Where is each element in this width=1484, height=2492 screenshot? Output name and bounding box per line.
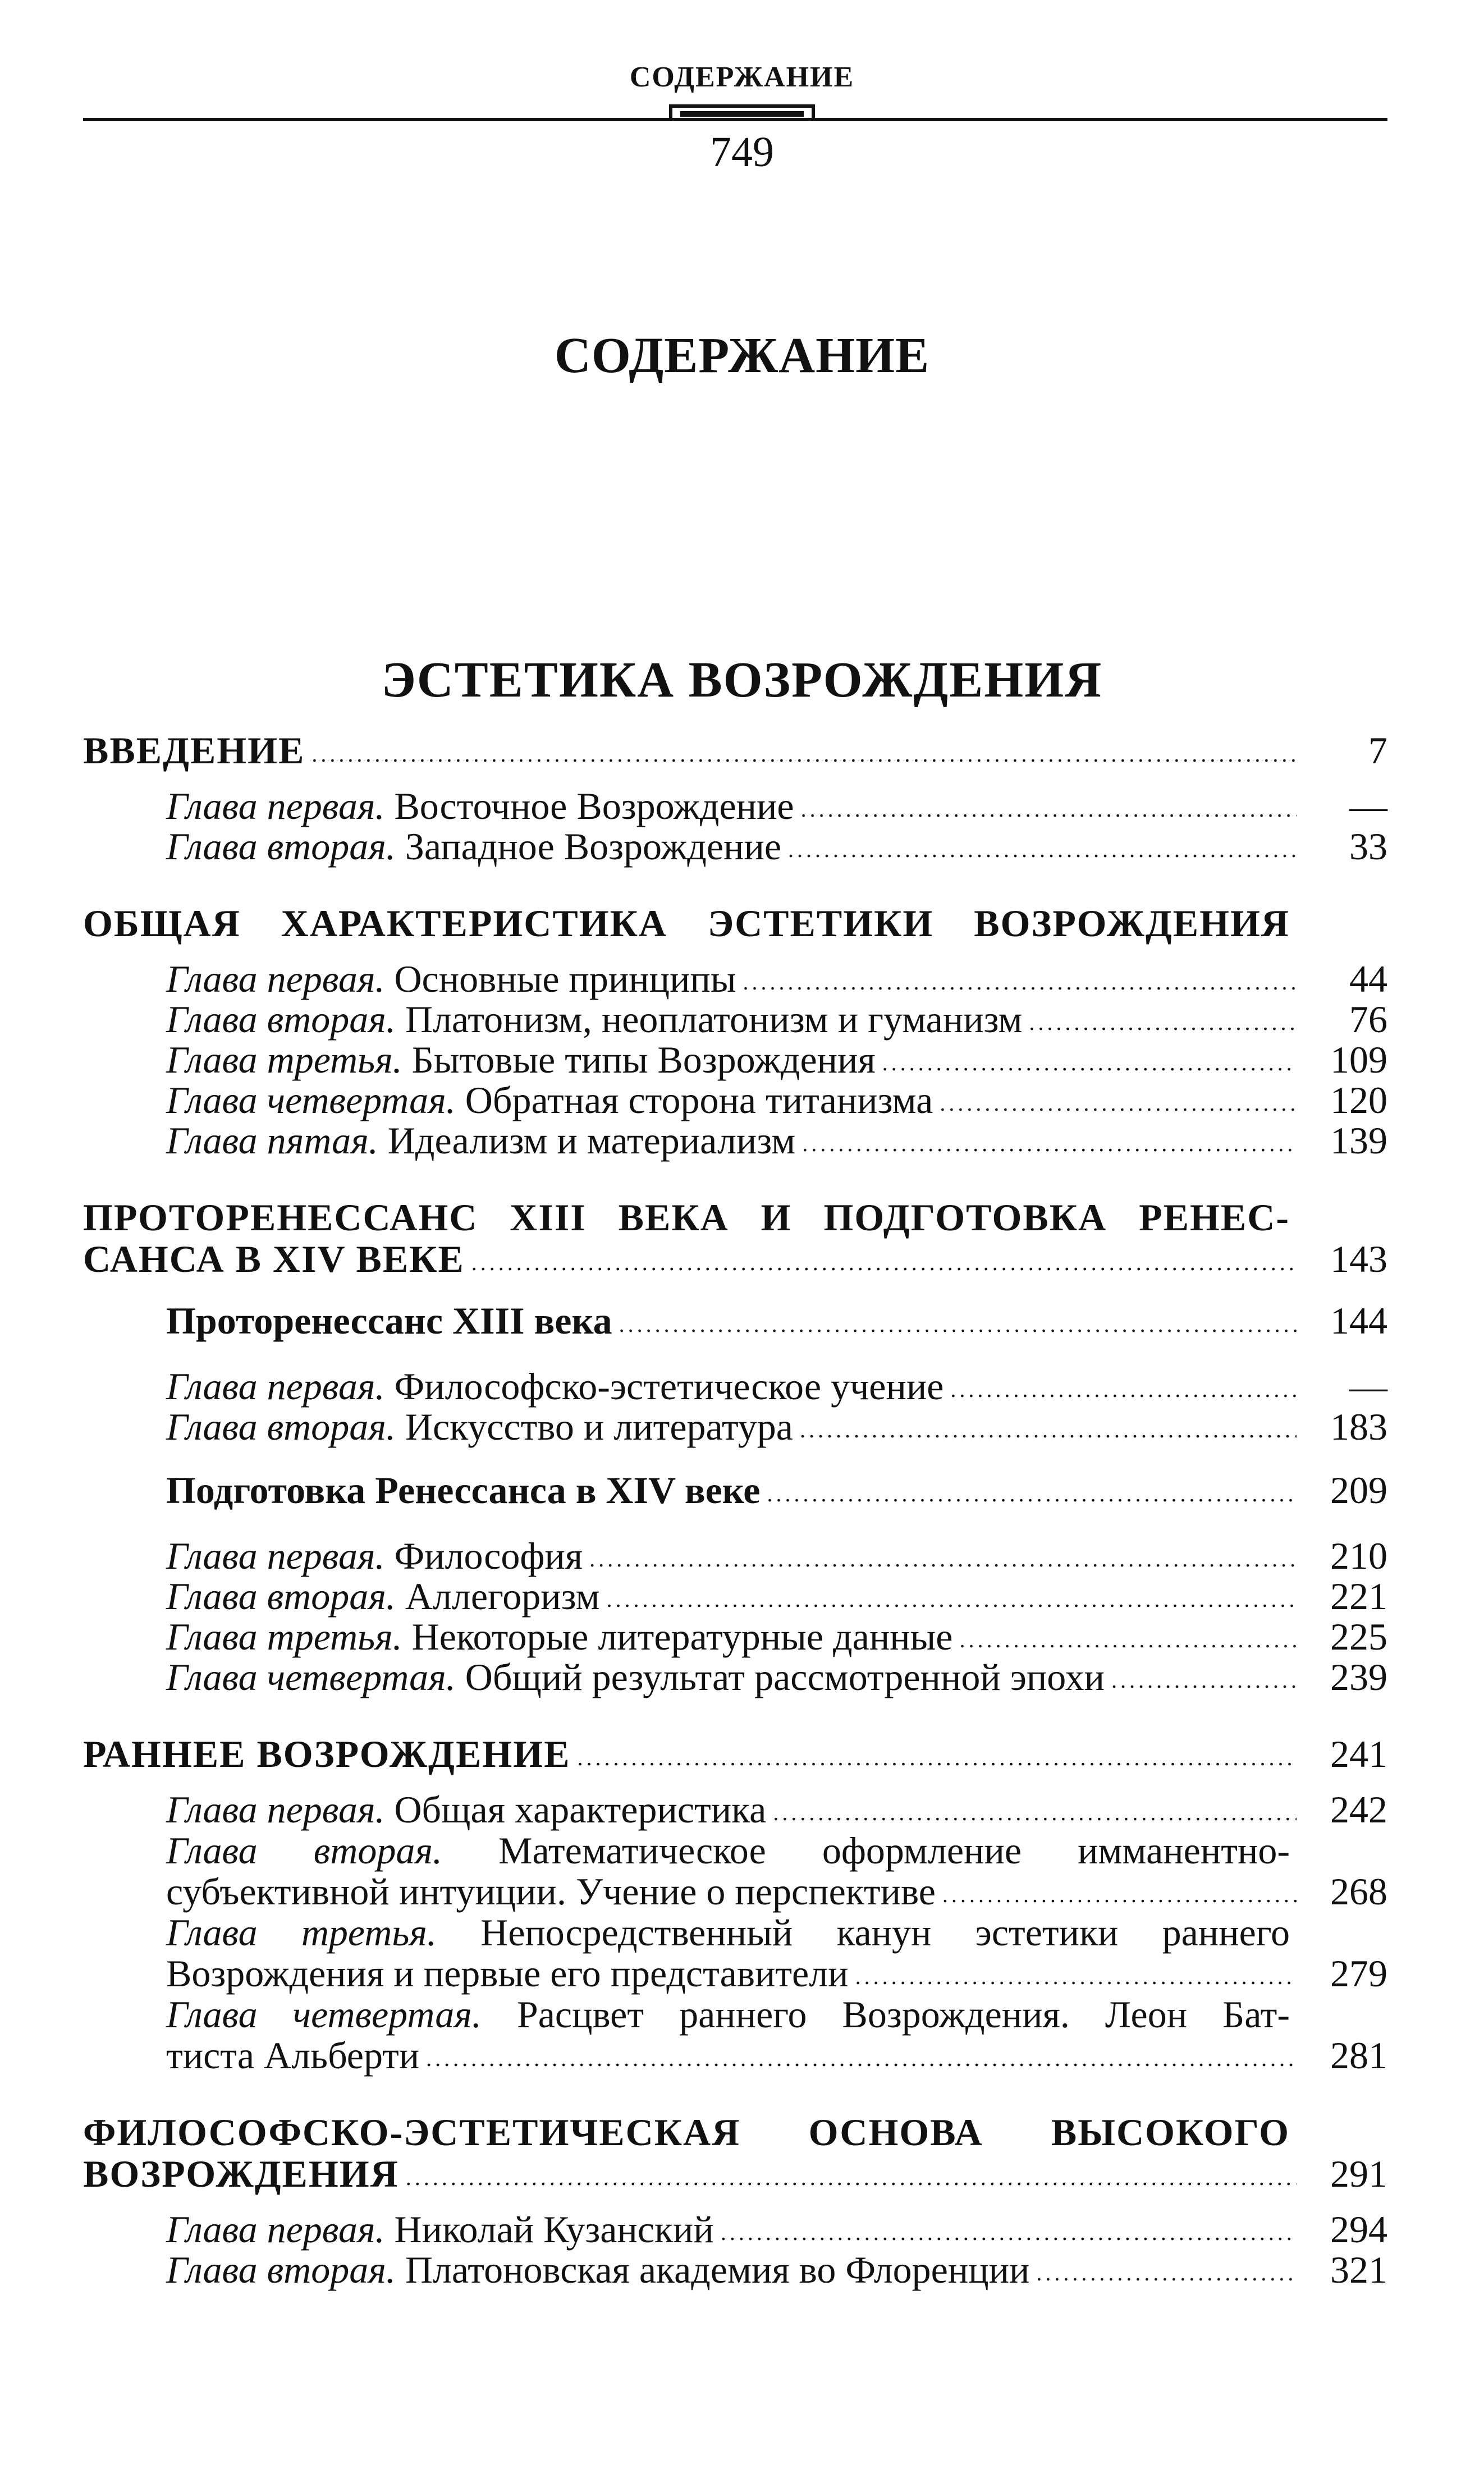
chapter-label: Глава первая.: [166, 958, 385, 1000]
chapter-label: Глава вторая.: [166, 1829, 442, 1872]
leader-dots: [721, 2221, 1297, 2250]
page-ref: 242: [1330, 1788, 1387, 1831]
leader-dots: [940, 1092, 1297, 1120]
leader-dots: [743, 971, 1297, 999]
chapter-title-line: субъективной интуиции. Учение о перспективе: [166, 1870, 936, 1913]
chapter-label: Глава вторая.: [166, 825, 396, 868]
page-ref: 321: [1330, 2248, 1387, 2291]
toc-section-protorenaissance: [83, 1197, 1387, 1697]
chapter-label: Глава четвертая.: [166, 1656, 456, 1698]
page-ref: 76: [1349, 998, 1387, 1041]
toc-section-early-renaissance: [83, 1733, 1387, 2076]
leader-dots: [800, 1419, 1297, 1447]
leader-dots: [942, 1884, 1297, 1912]
toc-part-heading: [83, 1300, 1387, 1341]
chapter-entry: [83, 1366, 1387, 1407]
header-ornament: [669, 104, 815, 121]
page-ref: 183: [1330, 1405, 1387, 1448]
page-ref: 225: [1330, 1615, 1387, 1658]
running-header-title: СОДЕРЖАНИЕ: [629, 61, 855, 93]
leader-dots: [1111, 1669, 1297, 1697]
leader-dots: [426, 2047, 1297, 2076]
chapter-title: Бытовые типы Возрождения: [411, 1038, 876, 1081]
table-of-contents: [83, 730, 1387, 2326]
page-ref: —: [1349, 785, 1387, 827]
chapter-title: Некоторые литературные данные: [411, 1615, 953, 1658]
leader-dots: [802, 1133, 1297, 1161]
chapter-label: Глава третья.: [166, 1038, 402, 1081]
leader-dots: [619, 1313, 1297, 1341]
leader-dots: [406, 2166, 1297, 2195]
chapter-label: Глава первая.: [166, 1365, 385, 1408]
page-title: СОДЕРЖАНИЕ: [554, 328, 930, 383]
leader-dots: [312, 743, 1297, 771]
chapter-entry: [83, 1616, 1387, 1657]
leader-dots: [882, 1052, 1297, 1080]
chapter-list: [83, 1789, 1387, 2076]
page-ref: 291: [1330, 2152, 1387, 2195]
page-ref: 210: [1330, 1534, 1387, 1577]
chapter-label: Глава первая.: [166, 1788, 385, 1831]
chapter-entry: [83, 826, 1387, 867]
chapter-title: Обратная сторона титанизма: [465, 1079, 933, 1121]
chapter-label: Глава вторая.: [166, 1575, 396, 1618]
chapter-label: Глава вторая.: [166, 998, 396, 1041]
section-title-line: ФИЛОСОФСКО-ЭСТЕТИЧЕСКАЯ ОСНОВА ВЫСОКОГО: [83, 2111, 1290, 2154]
chapter-entry: [83, 1657, 1387, 1697]
chapter-list: [83, 1366, 1387, 1447]
chapter-entry: [83, 999, 1387, 1039]
chapter-list: [83, 2209, 1387, 2290]
page-ref: 281: [1330, 2034, 1387, 2077]
chapter-label: Глава первая.: [166, 1534, 385, 1577]
leader-dots: [801, 798, 1297, 826]
page-ref: 33: [1349, 825, 1387, 868]
section-title: РАННЕЕ ВОЗРОЖДЕНИЕ: [83, 1733, 571, 1775]
page-ref: 120: [1330, 1079, 1387, 1121]
page-ref: 139: [1330, 1119, 1387, 1162]
chapter-entry: [83, 1912, 1387, 1994]
chapter-label: Глава третья.: [166, 1615, 402, 1658]
chapter-entry: [83, 1407, 1387, 1447]
book-title: ЭСТЕТИКА ВОЗРОЖДЕНИЯ: [381, 652, 1103, 708]
page-ref: 143: [1330, 1238, 1387, 1280]
section-title-line: ВОЗРОЖДЕНИЯ: [83, 2152, 399, 2195]
leader-dots: [950, 1378, 1297, 1407]
chapter-label: Глава четвертая.: [166, 1079, 456, 1121]
toc-section-heading: [83, 730, 1387, 771]
chapter-entry: [83, 1789, 1387, 1830]
chapter-entry: [83, 1080, 1387, 1120]
page-ref: 241: [1330, 1733, 1387, 1775]
chapter-title: Философско-эстетическое учение: [394, 1365, 944, 1408]
chapter-title-line: Возрождения и первые его представители: [166, 1952, 849, 1995]
chapter-title: Платоновская академия во Флоренции: [405, 2248, 1030, 2291]
chapter-label: Глава вторая.: [166, 1405, 396, 1448]
chapter-entry: [83, 2250, 1387, 2290]
leader-dots: [767, 1483, 1297, 1511]
toc-section-heading: [83, 1733, 1387, 1775]
chapter-list: [83, 1536, 1387, 1697]
chapter-title: Философия: [394, 1534, 583, 1577]
leader-dots: [959, 1629, 1297, 1657]
chapter-label: Глава первая.: [166, 2208, 385, 2251]
page-ref: 109: [1330, 1038, 1387, 1081]
chapter-title: Платонизм, неоплатонизм и гуманизм: [405, 998, 1023, 1041]
page-ref: 279: [1330, 1952, 1387, 1995]
chapter-title: Аллегоризм: [405, 1575, 600, 1618]
chapter-list: [83, 959, 1387, 1161]
leader-dots: [607, 1588, 1297, 1616]
leader-dots: [855, 1966, 1297, 1994]
leader-dots: [589, 1548, 1297, 1576]
chapter-title-line: Расцвет раннего Возрождения. Леон Бат-: [516, 1993, 1290, 2036]
page-ref: 294: [1330, 2208, 1387, 2251]
chapter-title: Николай Кузанский: [394, 2208, 714, 2251]
chapter-title: Общий результат рассмотренной эпохи: [465, 1656, 1105, 1698]
chapter-title-line: Математическое оформление имманентно-: [498, 1829, 1290, 1872]
chapter-title: Общая характеристика: [394, 1788, 767, 1831]
chapter-label: Глава пятая.: [166, 1119, 378, 1162]
toc-section-high-renaissance-basis: [83, 2111, 1387, 2290]
chapter-entry: [83, 1536, 1387, 1576]
chapter-title-line: Непосредственный канун эстетики раннего: [480, 1911, 1290, 1954]
page-ref: —: [1349, 1365, 1387, 1408]
chapter-entry: [83, 959, 1387, 999]
page-ref: 7: [1368, 729, 1387, 772]
chapter-entry: [83, 1576, 1387, 1616]
chapter-title: Искусство и литература: [405, 1405, 793, 1448]
chapter-title: Основные принципы: [394, 958, 736, 1000]
chapter-entry: [83, 1039, 1387, 1080]
section-title-line: ПРОТОРЕНЕССАНС XIII ВЕКА И ПОДГОТОВКА РЕНЕС-: [83, 1196, 1290, 1239]
toc-section-general: [83, 903, 1387, 1161]
chapter-list: [83, 786, 1387, 867]
leader-dots: [577, 1747, 1297, 1775]
leader-dots: [773, 1802, 1297, 1830]
page-ref: 44: [1349, 958, 1387, 1000]
section-title: ОБЩАЯ ХАРАКТЕРИСТИКА ЭСТЕТИКИ ВОЗРОЖДЕНИЯ: [83, 902, 1290, 945]
toc-section-heading: [83, 1238, 1387, 1280]
chapter-label: Глава первая.: [166, 785, 385, 827]
chapter-entry: [83, 2209, 1387, 2250]
section-title-line: САНСА В XIV ВЕКЕ: [83, 1238, 465, 1280]
leader-dots: [1029, 1011, 1297, 1039]
page-ref: 209: [1330, 1469, 1387, 1511]
chapter-entry: [83, 1994, 1387, 2076]
part-title: Подготовка Ренессанса в XIV веке: [166, 1469, 761, 1511]
page-ref: 144: [1330, 1299, 1387, 1342]
part-title: Проторенессанс XIII века: [166, 1299, 612, 1342]
chapter-title: Идеализм и материализм: [387, 1119, 796, 1162]
section-title: ВВЕДЕНИЕ: [83, 729, 305, 772]
leader-dots: [471, 1252, 1297, 1280]
chapter-entry: [83, 786, 1387, 826]
toc-section-introduction: [83, 730, 1387, 867]
leader-dots: [788, 839, 1297, 867]
chapter-label: Глава вторая.: [166, 2248, 396, 2291]
toc-section-heading: [83, 2153, 1387, 2195]
toc-part-heading: [83, 1469, 1387, 1511]
chapter-entry: [83, 1830, 1387, 1912]
chapter-entry: [83, 1120, 1387, 1161]
chapter-title: Западное Возрождение: [405, 825, 782, 868]
leader-dots: [1036, 2262, 1297, 2290]
page-ref: 239: [1330, 1656, 1387, 1698]
chapter-title: Восточное Возрождение: [394, 785, 794, 827]
chapter-label: Глава третья.: [166, 1911, 437, 1954]
chapter-label: Глава четвертая.: [166, 1993, 482, 2036]
chapter-title-line: тиста Альберти: [166, 2034, 420, 2077]
page-ref: 268: [1330, 1870, 1387, 1913]
page-ref: 221: [1330, 1575, 1387, 1618]
page-number: 749: [710, 129, 774, 176]
